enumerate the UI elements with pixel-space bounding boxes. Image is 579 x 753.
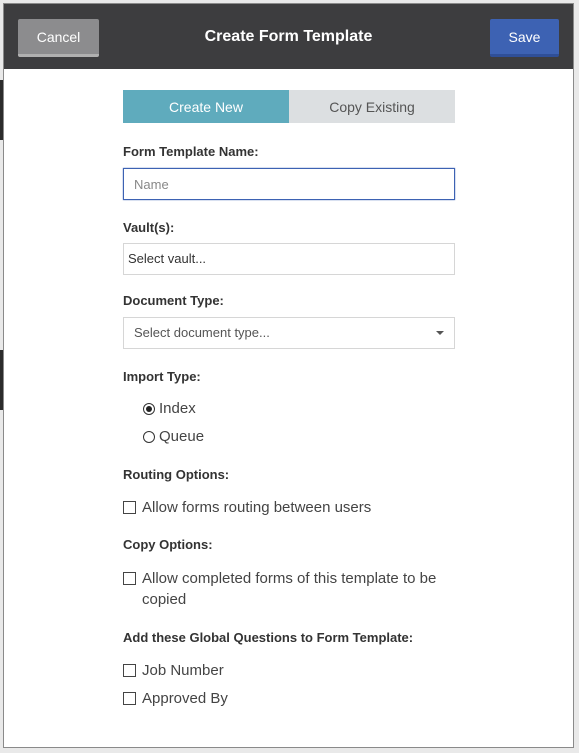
copy-options-label: Copy Options: <box>123 537 213 552</box>
cancel-button[interactable]: Cancel <box>18 19 99 57</box>
vaults-label: Vault(s): <box>123 220 175 235</box>
copy-option[interactable] <box>123 568 455 610</box>
global-questions-label: Add these Global Questions to Form Template: <box>123 630 414 645</box>
vaults-placeholder: Select vault... <box>128 251 207 266</box>
radio-selected-icon[interactable] <box>143 403 155 415</box>
global-question-job-number[interactable] <box>123 662 224 679</box>
option-label: Approved By <box>142 690 228 707</box>
template-name-label: Form Template Name: <box>123 144 259 159</box>
import-type-option-index[interactable] <box>143 400 196 417</box>
save-button[interactable]: Save <box>490 19 559 57</box>
tab-create-new[interactable]: Create New <box>123 90 289 123</box>
chevron-down-icon <box>436 331 444 335</box>
routing-options-label: Routing Options: <box>123 467 230 482</box>
tab-copy-existing[interactable]: Copy Existing <box>289 90 455 123</box>
dialog-title: Create Form Template <box>204 28 373 45</box>
option-label: Job Number <box>142 662 224 679</box>
document-type-placeholder: Select document type... <box>134 325 270 340</box>
checkbox-icon[interactable] <box>123 664 136 677</box>
checkbox-icon[interactable] <box>123 692 136 705</box>
create-form-template-dialog <box>3 3 574 748</box>
document-type-label: Document Type: <box>123 293 224 308</box>
dialog-body <box>123 90 455 707</box>
option-label: Index <box>159 400 196 417</box>
vaults-select[interactable] <box>123 243 455 275</box>
import-type-label: Import Type: <box>123 369 201 384</box>
checkbox-icon[interactable] <box>123 501 136 514</box>
option-label: Queue <box>159 428 205 445</box>
document-type-select[interactable] <box>123 317 455 349</box>
dialog-header <box>4 4 573 69</box>
import-type-option-queue[interactable] <box>143 428 204 445</box>
template-name-input[interactable] <box>123 168 455 200</box>
option-label: Allow completed forms of this template to be copied <box>142 570 437 608</box>
checkbox-icon[interactable] <box>123 572 136 585</box>
routing-option[interactable] <box>123 499 371 516</box>
option-label: Allow forms routing between users <box>142 499 372 516</box>
mode-toggle <box>123 90 455 123</box>
global-question-approved-by[interactable] <box>123 690 228 707</box>
radio-icon[interactable] <box>143 431 155 443</box>
